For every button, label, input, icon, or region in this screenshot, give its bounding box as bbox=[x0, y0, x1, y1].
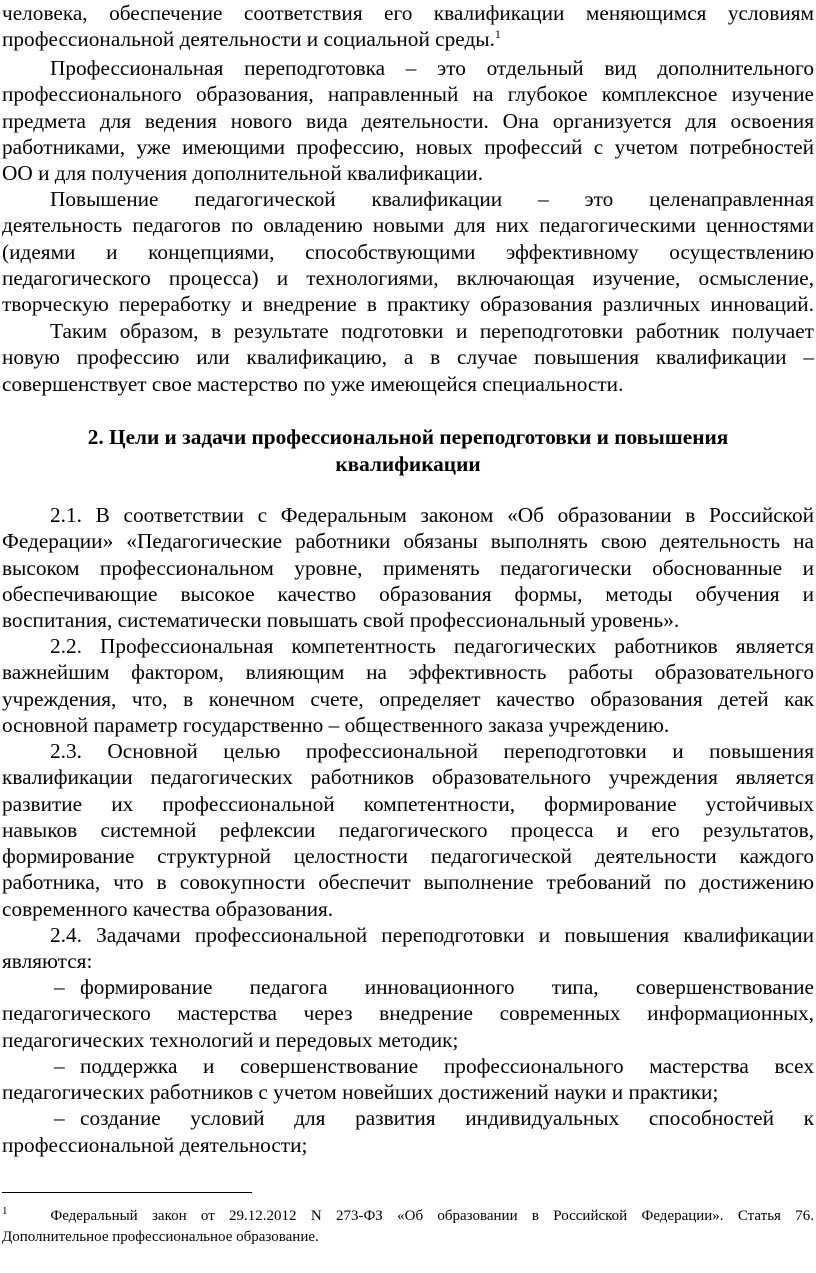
text-line: важнейшим фактором, влияющим на эффективность работы образовательного bbox=[2, 660, 814, 685]
text-line: квалификации педагогических работников образовательного учреждения является bbox=[2, 765, 814, 790]
text-line: педагогических работников с учетом новейших достижений науки и практики; bbox=[2, 1080, 719, 1105]
list-item bbox=[2, 1105, 814, 1158]
text-line: ОО и для получения дополнительной квалификации. bbox=[2, 161, 484, 186]
text-line: воспитания, систематически повышать свой профессиональный уровень». bbox=[2, 608, 680, 633]
list-item bbox=[2, 974, 814, 1053]
text-line: Федерации» «Педагогические работники обязаны выполнять свою деятельность на bbox=[2, 529, 814, 554]
text-line: Профессиональная переподготовка – это отдельный вид дополнительного bbox=[50, 56, 814, 80]
text-line: Повышение педагогической квалификации – это целенаправленная bbox=[50, 187, 814, 211]
text-line: основной параметр государственно – общественного заказа учреждению. bbox=[2, 712, 670, 737]
text-line: учреждения, что, в конечном счете, определяет качество образования детей как bbox=[2, 686, 814, 711]
text-line: педагогических технологий и передовых методик; bbox=[2, 1027, 459, 1052]
text-line: (идеями и концепциями, способствующими эффективному осуществлению bbox=[2, 239, 814, 264]
text-line: развитие их профессиональной компетентности, формирование устойчивых bbox=[2, 791, 814, 816]
text-line: высоком профессиональном уровне, применять педагогически обоснованные и bbox=[2, 555, 814, 580]
footnote-line-2: Дополнительное профессиональное образование. bbox=[2, 1229, 319, 1245]
paragraph-qualification-upgrade bbox=[2, 186, 814, 317]
section-heading-line-1: 2. Цели и задачи профессиональной переподготовки и повышения bbox=[87, 425, 729, 449]
text-line: 2.4. Задачами профессиональной переподготовки и повышения квалификации bbox=[50, 923, 814, 947]
text-line: 2.3. Основной целью профессиональной переподготовки и повышения bbox=[50, 739, 814, 763]
text-line: деятельность педагогов по овладению новыми для них педагогическими ценностями bbox=[2, 213, 814, 238]
footnote-line-1: $^1$ Федеральный закон от 29.12.2012 N 273-ФЗ «Об образовании в Российской Федерации». Статья 76. bbox=[2, 1205, 814, 1224]
text-line: совершенствует свое мастерство по уже имеющейся специальности. bbox=[2, 371, 624, 396]
text-line: современного качества образования. bbox=[2, 896, 334, 921]
text-line: формирование структурной целостности педагогической деятельности каждого bbox=[2, 844, 814, 869]
footnote-number: 1 bbox=[2, 1205, 8, 1217]
intro-paragraph bbox=[2, 0, 814, 53]
text-line: педагогического процесса) и технологиями, включающая изучение, осмысление, bbox=[2, 265, 814, 290]
text-line: новую профессию или квалификацию, а в случае повышения квалификации – bbox=[2, 345, 814, 370]
paragraph-2-1 bbox=[2, 502, 814, 633]
text-line: 2.2. Профессиональная компетентность педагогических работников является bbox=[50, 634, 814, 658]
intro-line-2: профессиональной деятельности и социальной среды.$^1$ bbox=[2, 27, 501, 52]
footnote bbox=[0, 1206, 816, 1248]
footnote-reference: 1 bbox=[494, 27, 501, 42]
paragraph-2-4 bbox=[2, 922, 814, 975]
paragraph-retraining bbox=[2, 55, 814, 186]
text-line: навыков системной рефлексии педагогического процесса и его результатов, bbox=[2, 817, 814, 842]
footnote-separator bbox=[2, 1192, 252, 1193]
text-line: являются: bbox=[2, 949, 93, 974]
text-line: Таким образом, в результате подготовки и переподготовки работник получает bbox=[50, 319, 814, 343]
text-line: 2.1. В соответствии с Федеральным законом «Об образовании в Российской bbox=[50, 503, 814, 527]
list-item-first-line: – поддержка и совершенствование профессионального мастерства всех bbox=[54, 1053, 814, 1078]
tasks-list bbox=[2, 974, 814, 1158]
text-line: предмета для ведения нового вида деятельности. Она организуется для освоения bbox=[2, 108, 814, 133]
text-line: обеспечивающие высокое качество образования формы, методы обучения и bbox=[2, 581, 814, 606]
dash-bullet: – bbox=[54, 1053, 65, 1078]
text-line: профессионального образования, направленный на глубокое комплексное изучение bbox=[2, 82, 814, 107]
dash-bullet: – bbox=[54, 1106, 65, 1131]
list-item bbox=[2, 1053, 814, 1106]
text-line: работниками, уже имеющими профессию, новых профессий с учетом потребностей bbox=[2, 134, 814, 159]
text-line: профессиональной деятельности; bbox=[2, 1132, 308, 1157]
paragraph-2-3 bbox=[2, 738, 814, 922]
intro-line-1: человека, обеспечение соответствия его квалификации меняющимся условиям bbox=[2, 1, 814, 25]
text-line: творческую переработку и внедрение в практику образования различных инноваций. bbox=[2, 292, 814, 317]
list-item-first-line: – формирование педагога инновационного типа, совершенствование bbox=[54, 975, 814, 999]
text-line: работника, что в совокупности обеспечит выполнение требований по достижению bbox=[2, 870, 814, 895]
text-line: педагогического мастерства через внедрение современных информационных, bbox=[2, 1001, 814, 1026]
paragraph-2-2 bbox=[2, 633, 814, 738]
section-heading-line-2: квалификации bbox=[335, 451, 481, 476]
paragraph-conclusion bbox=[2, 318, 814, 397]
dash-bullet: – bbox=[54, 975, 65, 999]
list-item-first-line: – создание условий для развития индивидуальных способностей к bbox=[54, 1106, 814, 1131]
section-heading bbox=[0, 424, 816, 477]
